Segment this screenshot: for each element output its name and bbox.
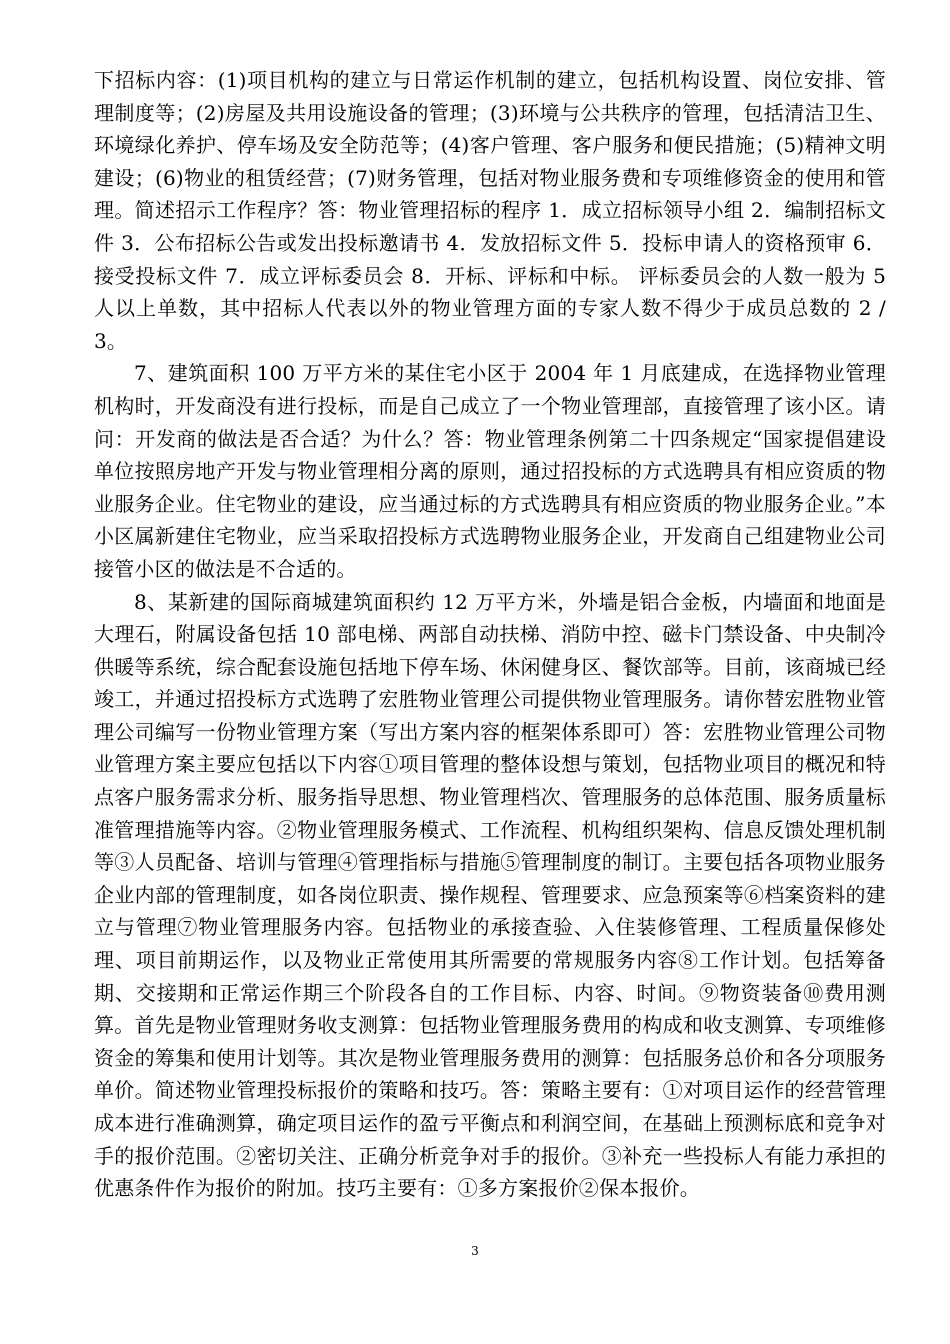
paragraph-question-7: 7、建筑面积 100 万平方米的某住宅小区于 2004 年 1 月底建成，在选择物业管理机构时，开发商没有进行投标，而是自己成立了一个物业管理部，直接管理了该小区。请问：开发商的做法是否合适？为什么？答：物业管理条例第二十四条规定“国家提倡建设单位按照房地产开发与物业管理相分离的原则，通过招投标的方式选聘具有相应资质的物业服务企业。住宅物业的建设，应当通过标的方式选聘具有相应资质的物业服务企业。”本小区属新建住宅物业，应当采取招投标方式选聘物业服务企业，开发商自己组建物业公司接管小区的做法是不合适的。 <box>94 361 886 581</box>
page-number: 3 <box>471 1244 479 1258</box>
document-body <box>94 64 886 1205</box>
paragraph-question-8: 8、某新建的国际商城建筑面积约 12 万平方米，外墙是铝合金板，内墙面和地面是大理石，附属设备包括 10 部电梯、两部自动扶梯、消防中控、磁卡门禁设备、中央制冷供暖等系统，综合配套设施包括地下停车场、休闲健身区、餐饮部等。目前，该商城已经竣工，并通过招投标方式选聘了宏胜物业管理公司提供物业管理服务。请你替宏胜物业管理公司编写一份物业管理方案（写出方案内容的框架体系即可）答：宏胜物业管理公司物业管理方案主要应包括以下内容①项目管理的整体设想与策划，包括物业项目的概况和特点客户服务需求分析、服务指导思想、物业管理档次、管理服务的总体范围、服务质量标准管理措施等内容。②物业管理服务模式、工作流程、机构组织架构、信息反馈处理机制等③人员配备、培训与管理④管理指标与措施⑤管理制度的制订。主要包括各项物业服务企业内部的管理制度，如各岗位职责、操作规程、管理要求、应急预案等⑥档案资料的建立与管理⑦物业管理服务内容。包括物业的承接查验、入住装修管理、工程质量保修处理、项目前期运作，以及物业正常使用其所需要的常规服务内容⑧工作计划。包括筹备期、交接期和正常运作期三个阶段各自的工作目标、内容、时间。⑨物资装备⑩费用测算。首先是物业管理财务收支测算：包括物业管理服务费用的构成和收支测算、专项维修资金的筹集和使用计划等。其次是物业管理服务费用的测算：包括服务总价和各分项服务单价。简述物业管理投标报价的策略和技巧。答：策略主要有：①对项目运作的经营管理成本进行准确测算，确定项目运作的盈亏平衡点和利润空间，在基础上预测标底和竞争对手的报价范围。②密切关注、正确分析竞争对手的报价。③补充一些投标人有能力承担的优惠条件作为报价的附加。技巧主要有：①多方案报价②保本报价。 <box>94 589 886 1201</box>
paragraph-bidding-content: 下招标内容：(1)项目机构的建立与日常运作机制的建立，包括机构设置、岗位安排、管理制度等；(2)房屋及共用设施设备的管理；(3)环境与公共秩序的管理，包括清洁卫生、环境绿化养护、停车场及安全防范等；(4)客户管理、客户服务和便民措施；(5)精神文明建设；(6)物业的租赁经营；(7)财务管理，包括对物业服务费和专项维修资金的使用和管理。简述招示工作程序？答：物业管理招标的程序 1．成立招标领导小组 2．编制招标文件 3．公布招标公告或发出投标邀请书 4．发放招标文件 5．投标申请人的资格预审 6．接受投标文件 7．成立评标委员会 8．开标、评标和中标。 评标委员会的人数一般为 5 人以上单数，其中招标人代表以外的物业管理方面的专家人数不得少于成员总数的 2 / 3。 <box>94 68 886 353</box>
